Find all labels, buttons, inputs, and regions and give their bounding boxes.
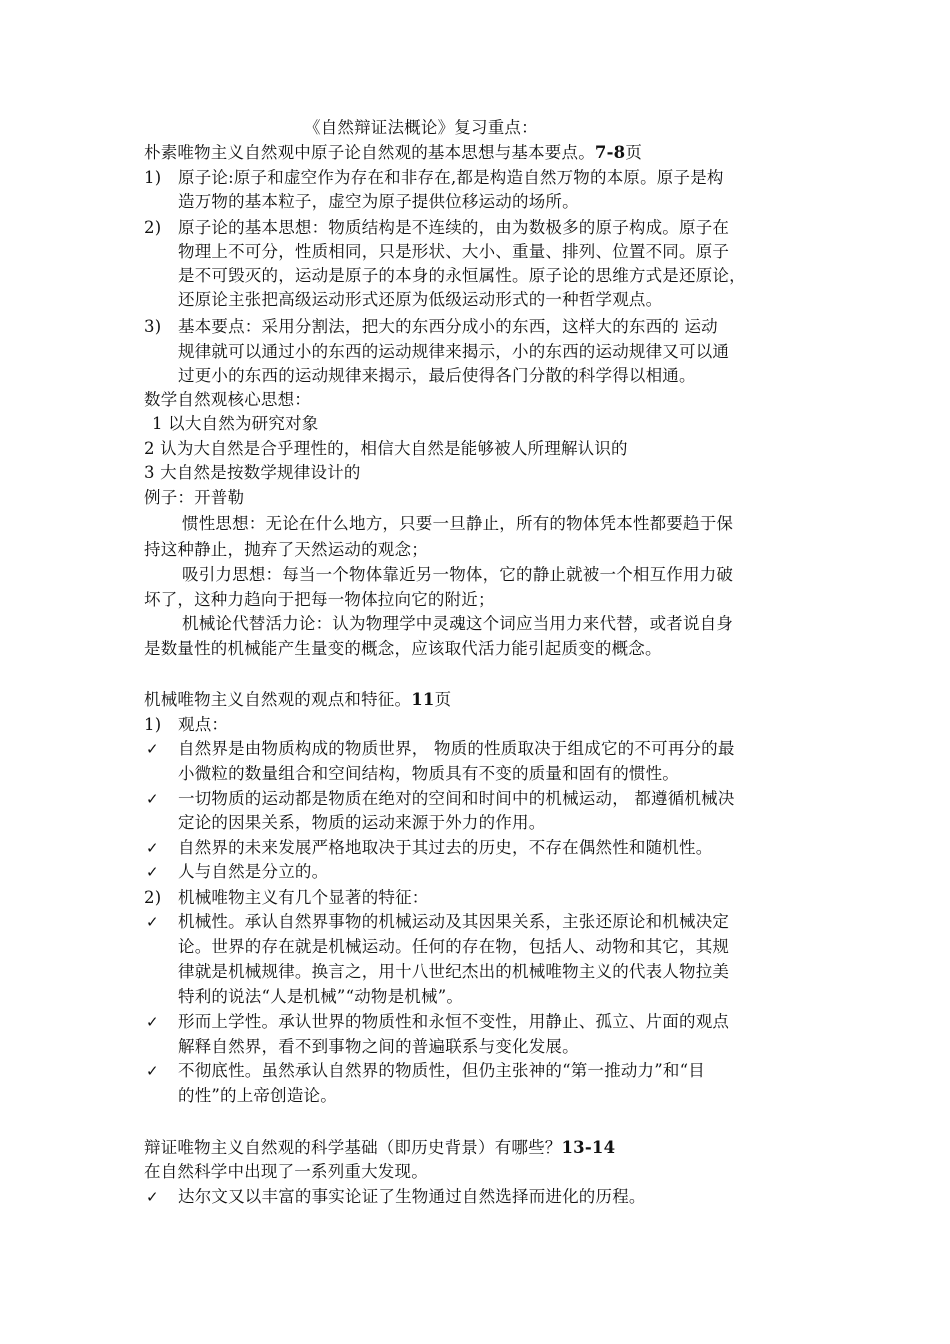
section-2-heading: 数学自然观核心思想： (144, 390, 311, 409)
document-page: 《自然辩证法概论》复习重点： 朴素唯物主义自然观中原子论自然观的基本思想与基本要点。7-8页 1) 原子论:原子和虚空作为存在和非存在,都是构造自然万物的本原。原子是构 造万物的基本粒子，虚空为原子提供位移运动的场所。 2) 原子论的基本思想：物质结构是不连续的，由为数极多的原子构成。原子在 物理上不可分，性质相同，只是形状、大小、重量、排列、位置不同。原子 是不可毁灭的，运动是原子的本身的永恒属性。原子论的思维方式是还原论， 还原论主张把高级运动形式还原为低级运动形式的一种哲学观点。 3) 基本要点：采用分割法，把大的东西分成小的东西，这样大的东西的 运动 规律就可以通过小的东西的运动规律来揭示，小的东西的运动规律又可以通 过更小的东西的运动规律来揭示，最后使得各门分散的科学得以相通。 数学自然观核心思想： 1 以大自然为研究对象 2 认为大自然是合乎理性的，相信大自然是能够被人所理解认识的 3 大自然是按数学规律设计的 例子：开普勒 惯性思想：无论在什么地方，只要一旦静止，所有的物体凭本性都要趋于保 持这种静止，抛弃了天然运动的观念； 吸引力思想：每当一个物体靠近另一物体，它的静止就被一个相互作用力破 坏了，这种力趋向于把每一物体拉向它的附近； 机械论代替活力论：认为物理学中灵魂这个词应当用力来代替，或者说自身 是数量性的机械能产生量变的概念，应该取代活力能引起质变的概念。 机械唯物主义自然观的观点和特征。11页 1) 观点： ✓ 自然界是由物质构成的物质世界， 物质的性质取决于组成它的不可再分的最 小微粒的数量组合和空间结构，物质具有不变的质量和固有的惯性。 ✓ 一切物质的运动都是物质在绝对的空间和时间中的机械运动， 都遵循机械决 定论的因果关系，物质的运动来源于外力的作用。 ✓ 自然界的未来发展严格地取决于其过去的历史，不存在偶然性和随机性。 ✓ 人与自然是分立的。 2) 机械唯物主义有几个显著的特征： ✓ 机械性。承认自然界事物的机械运动及其因果关系，主张还原论和机械决定 论。世界的存在就是机械运动。任何的存在物，包括人、动物和其它，其规 律就是机械规律。换言之，用十八世纪杰出的机械唯物主义的代表人物拉美 特利的说法“人是机械”“动物是机械”。 ✓ 形而上学性。承认世界的物质性和永恒不变性，用静止、孤立、片面的观点 解释自然界，看不到事物之间的普遍联系与变化发展。 ✓ 不彻底性。虽然承认自然界的物质性，但仍主张神的“第一推动力”和“目 的性”的上帝创造论。 辩证唯物主义自然观的科学基础（即历史背景）有哪些？13-14 在自然科学中出现了一系列重大发现。 ✓ 达尔文又以丰富的事实论证了生物通过自然选择而进化的历程。 (0, 0, 950, 1344)
section-2-point-2: 2 认为大自然是合乎理性的，相信大自然是能够被人所理解认识的 (144, 439, 628, 458)
check-mark-icon: ✓ (146, 740, 159, 758)
section-4-heading: 辩证唯物主义自然观的科学基础（即历史背景）有哪些？13-14 (144, 1138, 616, 1157)
check-mark-icon: ✓ (146, 913, 159, 931)
section-4-line: 在自然科学中出现了一系列重大发现。 (144, 1162, 428, 1181)
check-mark-icon: ✓ (146, 1188, 159, 1206)
check-mark-icon: ✓ (146, 1062, 159, 1080)
section-2-example: 例子：开普勒 (144, 488, 245, 507)
document-title: 《自然辩证法概论》复习重点： (304, 118, 538, 137)
check-mark-icon: ✓ (146, 790, 159, 808)
section-1-heading: 朴素唯物主义自然观中原子论自然观的基本思想与基本要点。7-8页 (144, 143, 643, 162)
check-mark-icon: ✓ (146, 863, 159, 881)
section-3-heading: 机械唯物主义自然观的观点和特征。11页 (144, 690, 452, 709)
check-mark-icon: ✓ (146, 839, 159, 857)
check-mark-icon: ✓ (146, 1013, 159, 1031)
section-2-point-3: 3 大自然是按数学规律设计的 (144, 463, 361, 482)
section-2-point-1: 1 以大自然为研究对象 (152, 414, 319, 433)
